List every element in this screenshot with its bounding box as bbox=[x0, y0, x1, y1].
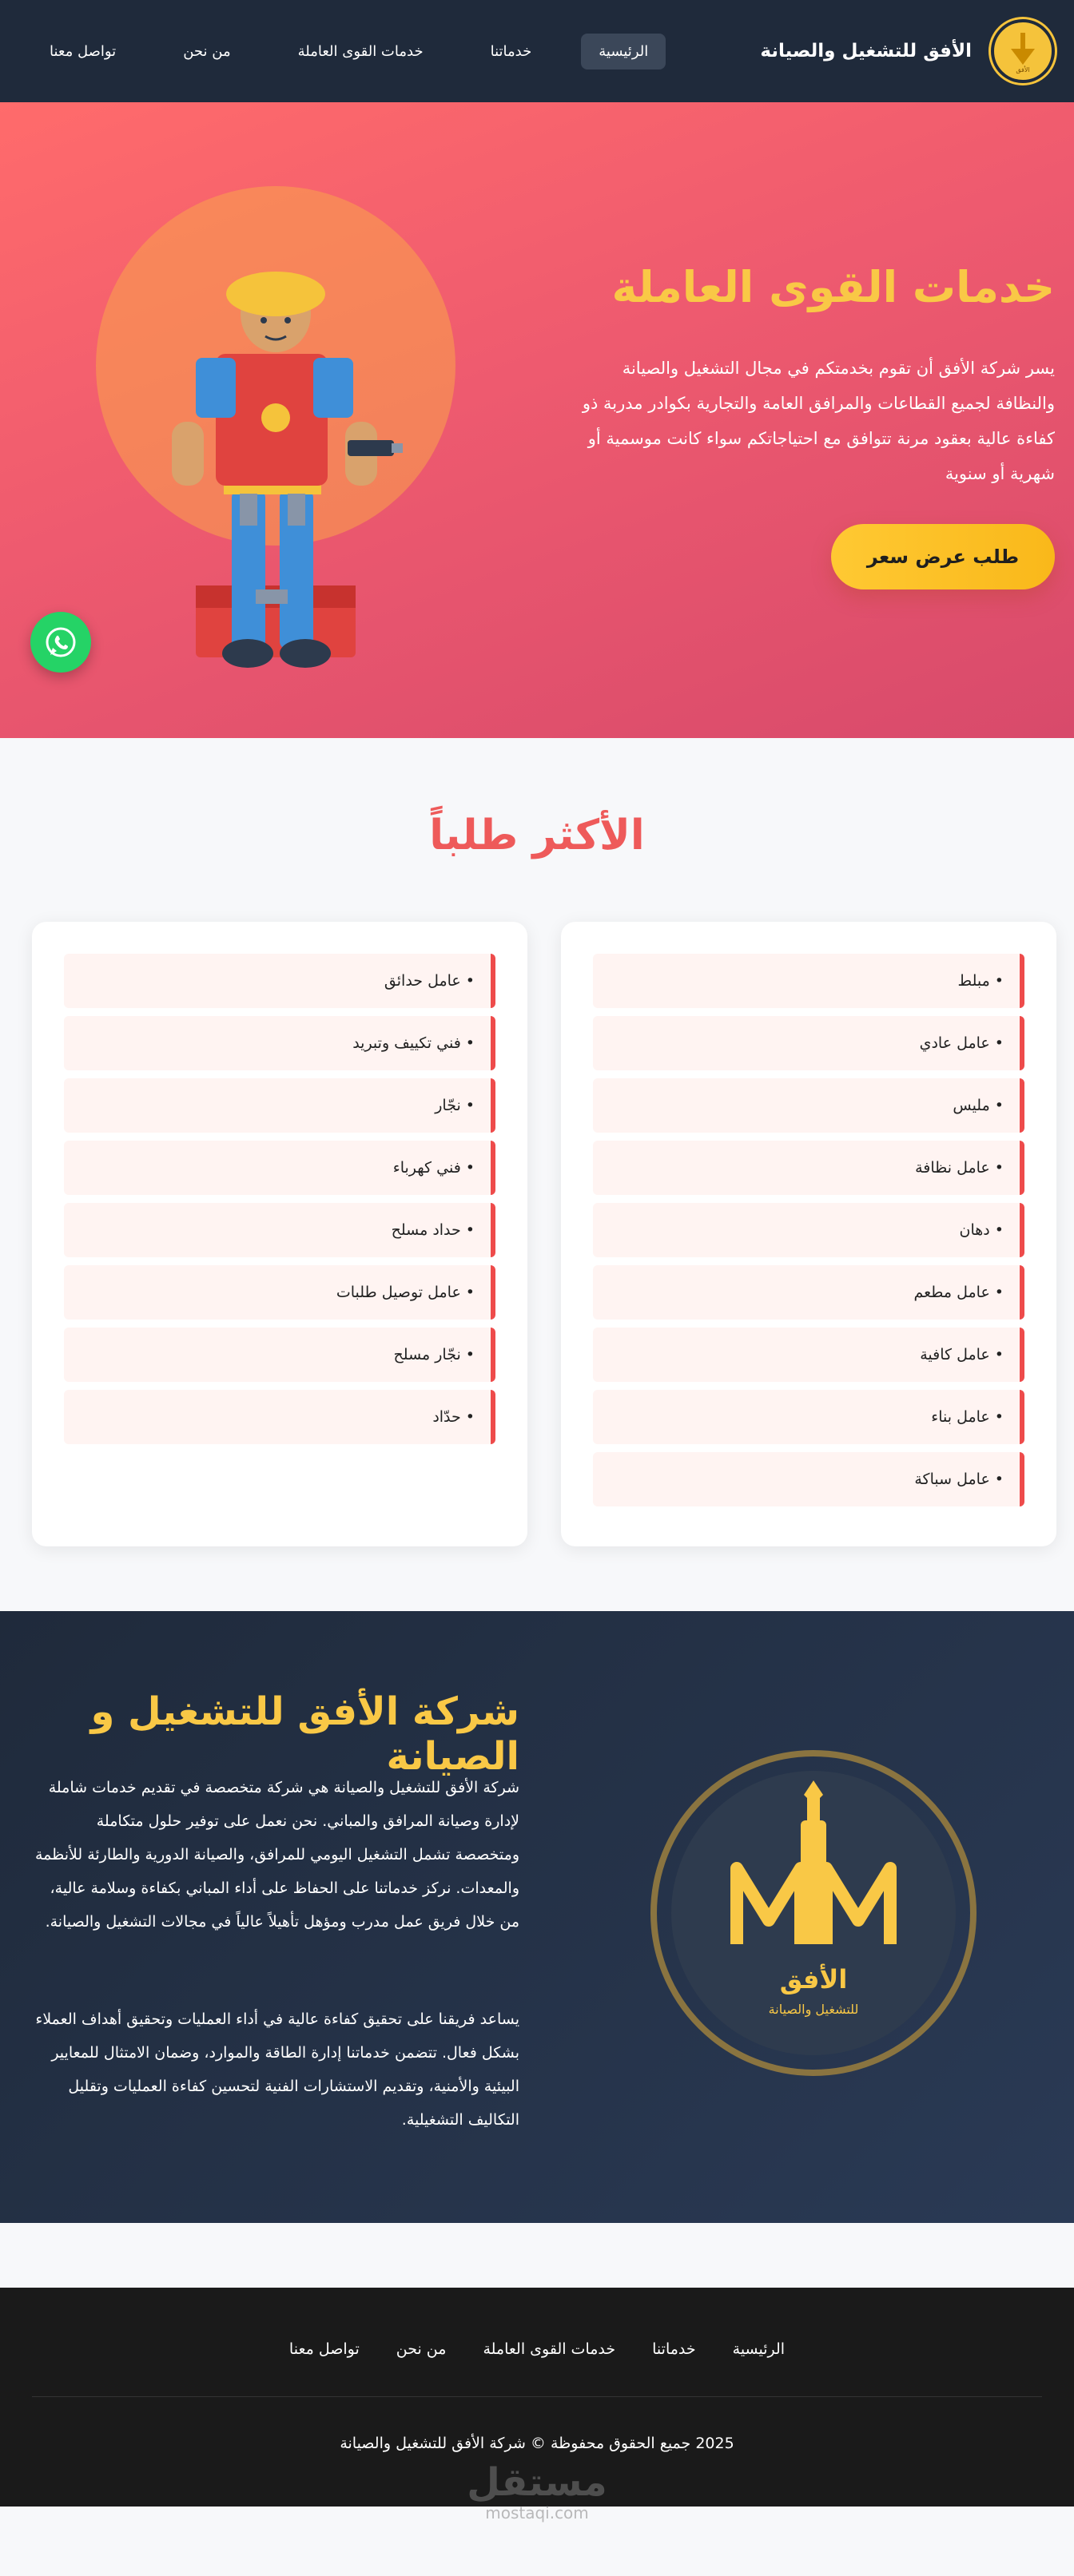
brand-logo-text: الأفق bbox=[1016, 66, 1030, 73]
footer-divider bbox=[32, 2396, 1042, 2397]
footer-link-services[interactable]: خدماتنا bbox=[652, 2340, 696, 2358]
company-logo bbox=[649, 1748, 978, 2078]
logo-title: الأفق bbox=[779, 1964, 848, 1995]
job-item[interactable]: • دهان bbox=[593, 1203, 1024, 1257]
hero-description: يسر شركة الأفق أن تقوم بخدمتكم في مجال التشغيل والصيانة والنظافة لجميع القطاعات والمرافق العامة والتجارية بكوادر مدربة ذو كفاءة عالية بعقود مرنة تتوافق مع احتياجاتكم سواء كانت موسمية أو شهرية أو سنوية bbox=[582, 359, 1055, 483]
whatsapp-icon bbox=[43, 625, 78, 660]
hero-section bbox=[0, 102, 1074, 738]
nav-link-contact[interactable]: تواصل معنا bbox=[50, 42, 117, 60]
footer-link-contact[interactable]: تواصل معنا bbox=[288, 2340, 360, 2358]
job-item[interactable]: • مليس bbox=[593, 1078, 1024, 1133]
job-item[interactable]: • عامل نظافة bbox=[593, 1141, 1024, 1195]
about-paragraph-2: يساعد فريقنا على تحقيق كفاءة عالية في أداء العمليات وتحقيق أهداف العملاء بشكل فعال. تتضمن خدماتنا إدارة الطاقة والموارد، وضمان الامتثال للمعايير البيئية والأمنية، وتقديم الاستشارات الفنية لتحسين كفاءة العمليات وتقليل التكاليف التشغيلية. bbox=[35, 2010, 519, 2129]
about-paragraph-1: شركة الأفق للتشغيل والصيانة هي شركة متخصصة في تقديم خدمات شاملة لإدارة وصيانة المرافق والمباني. نحن نعمل على توفير حلول متكاملة ومتخصصة تشمل التشغيل اليومي للمرافق، والصيانة الدورية والطارئة للأنظمة والمعدات. نركز خدماتنا على الحفاظ على أداء المباني بكفاءة وسلامة عالية، من خلال فريق عمل مدرب ومؤهل تأهيلاً عالياً في مجالات التشغيل والصيانة. bbox=[35, 1779, 519, 1931]
nav-link-manpower[interactable]: خدمات القوى العاملة bbox=[297, 42, 424, 60]
job-item[interactable]: • فني تكييف وتبريد bbox=[64, 1016, 495, 1070]
watermark-url: mostaqi.com bbox=[485, 2503, 589, 2522]
worker-illustration bbox=[96, 186, 463, 681]
job-item[interactable]: • مبلط bbox=[593, 954, 1024, 1008]
footer-copyright: 2025 جميع الحقوق محفوظة © شركة الأفق للتشغيل والصيانة bbox=[340, 2435, 734, 2452]
footer-link-home[interactable]: الرئيسية bbox=[732, 2340, 786, 2358]
footer-nav bbox=[0, 2340, 1074, 2358]
brand[interactable] bbox=[760, 19, 1055, 83]
brand-name: الأفق للتشغيل والصيانة bbox=[760, 41, 972, 62]
nav-link-services[interactable]: خدماتنا bbox=[490, 42, 532, 60]
job-item[interactable]: • عامل كافية bbox=[593, 1328, 1024, 1382]
nav-link-about[interactable]: من نحن bbox=[183, 42, 231, 60]
hero-text bbox=[559, 262, 1055, 491]
jobs-card-right bbox=[561, 922, 1056, 1546]
footer-link-manpower[interactable]: خدمات القوى العاملة bbox=[483, 2340, 616, 2358]
job-item[interactable]: • عامل سباكة bbox=[593, 1452, 1024, 1506]
most-requested-title: الأكثر طلباً bbox=[429, 812, 645, 859]
job-item[interactable]: • نجّار مسلح bbox=[64, 1328, 495, 1382]
request-quote-button[interactable]: طلب عرض سعر bbox=[831, 524, 1055, 589]
logo-subtitle: للتشغيل والصيانة bbox=[768, 2002, 859, 2017]
most-requested-section bbox=[0, 738, 1074, 1611]
footer-link-about[interactable]: من نحن bbox=[396, 2340, 447, 2358]
job-item[interactable]: • حدّاد bbox=[64, 1390, 495, 1444]
job-item[interactable]: • عامل حدائق bbox=[64, 954, 495, 1008]
hero-title: خدمات القوى العاملة bbox=[611, 262, 1055, 312]
jobs-card-left bbox=[32, 922, 527, 1546]
job-item[interactable]: • فني كهرباء bbox=[64, 1141, 495, 1195]
watermark bbox=[0, 2462, 1074, 2522]
watermark-logo-text: مستقل bbox=[467, 2460, 607, 2505]
job-item[interactable]: • عامل بناء bbox=[593, 1390, 1024, 1444]
nav-link-home[interactable]: الرئيسية bbox=[581, 34, 666, 69]
job-item[interactable]: • نجّار bbox=[64, 1078, 495, 1133]
job-item[interactable]: • عامل مطعم bbox=[593, 1265, 1024, 1320]
whatsapp-button[interactable] bbox=[30, 612, 91, 673]
job-item[interactable]: • عامل عادي bbox=[593, 1016, 1024, 1070]
brand-logo-icon bbox=[991, 19, 1055, 83]
job-item[interactable]: • حداد مسلح bbox=[64, 1203, 495, 1257]
main-nav bbox=[32, 34, 666, 69]
about-title: شركة الأفق للتشغيل و الصيانة bbox=[90, 1689, 519, 1779]
job-item[interactable]: • عامل توصيل طلبات bbox=[64, 1265, 495, 1320]
about-section bbox=[0, 1611, 1074, 2223]
top-navbar bbox=[0, 0, 1074, 102]
